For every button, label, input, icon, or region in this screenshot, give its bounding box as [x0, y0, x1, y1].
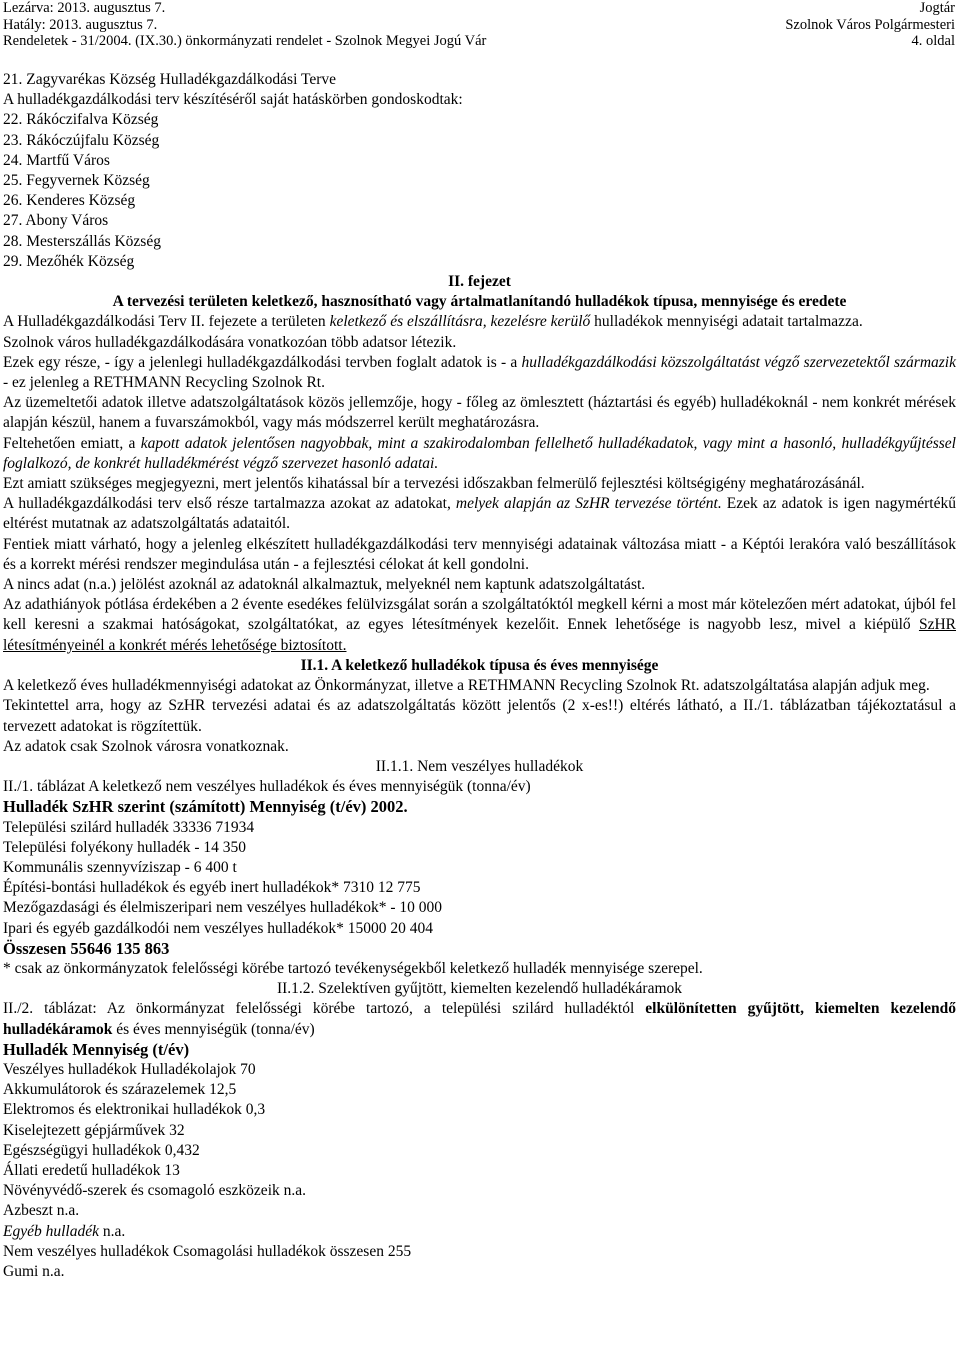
paragraph: A Hulladékgazdálkodási Terv II. fejezete a területen keletkező és elszállításra, kezelésre kerülő hulladékok mennyiségi adatait tartalmazza.: [3, 313, 863, 331]
table-row: Ipari és egyéb gazdálkodói nem veszélyes hulladékok* 15000 20 404: [3, 919, 434, 937]
table-row: Növényvédő-szerek és csomagoló eszközeik n.a.: [3, 1182, 306, 1200]
list-item: 22. Rákóczifalva Község: [3, 111, 159, 129]
table-row: Települési szilárd hulladék 33336 71934: [3, 818, 255, 836]
header-source: Jogtár: [919, 0, 955, 16]
paragraph: Feltehetően emiatt, a kapott adatok jelentősen nagyobbak, mint a szakirodalomban fellelhető hulladékadatok, vagy mint a hasonló, hulladékgyűjtéssel foglalkozó, de konkrét hulladékmérést végző szervezet hasonló adatai.: [3, 434, 956, 472]
table-footnote: * csak az önkormányzatok felelősségi körébe tartozó tevékenységekből keletkező hulladék mennyisége szerepel.: [3, 959, 703, 977]
subsection-heading: II.1.1. Nem veszélyes hulladékok: [375, 757, 584, 775]
table-header: Hulladék SzHR szerint (számított) Mennyiség (t/év) 2002.: [3, 797, 408, 817]
list-item: 29. Mezőhék Község: [3, 252, 135, 270]
paragraph: Ezek egy része, - így a jelenlegi hulladékgazdálkodási tervben foglalt adatok is - a hulladékgazdálkodási közszolgáltatást végző szervezetektől származik - ez jelenleg a RETHMANN Recycling Szolnok Rt.: [3, 353, 956, 392]
table-row: Kiselejtezett gépjárművek 32: [3, 1121, 185, 1139]
table-row: Akkumulátorok és szárazelemek 12,5: [3, 1081, 237, 1099]
table-caption: II./1. táblázat A keletkező nem veszélyes hulladékok és éves mennyiségük (tonna/év): [3, 778, 531, 796]
page-header-right: [785, 0, 955, 50]
table-row: Elektromos és elektronikai hulladékok 0,3: [3, 1101, 266, 1119]
header-effective-date: Hatály: 2013. augusztus 7.: [3, 16, 158, 33]
chapter-subtitle: A tervezési területen keletkező, hasznosítható vagy ártalmatlanítandó hulladékok típusa, mennyisége és eredete: [112, 293, 847, 311]
table-row: Gumi n.a.: [3, 1262, 65, 1280]
list-item: 28. Mesterszállás Község: [3, 232, 161, 250]
paragraph: A nincs adat (n.a.) jelölést azoknál az adatoknál alkalmaztuk, melyeknél nem kaptunk adatszolgáltatást.: [3, 576, 646, 594]
list-item: 27. Abony Város: [3, 212, 109, 230]
paragraph: Az adatok csak Szolnok városra vonatkoznak.: [3, 737, 289, 755]
paragraph: Tekintettel arra, hogy az SzHR tervezési adatai és az adatszolgáltatás között jelentős (2 x-es!!) eltérés látható, a II./1. táblázatban tájékoztatásul a tervezett adatokat is rögzítettük.: [3, 697, 956, 735]
table-row: Mezőgazdasági és élelmiszeripari nem veszélyes hulladékok* - 10 000: [3, 899, 443, 917]
chapter-title: II. fejezet: [448, 273, 511, 291]
table-row: Azbeszt n.a.: [3, 1202, 80, 1220]
table-row: Települési folyékony hulladék - 14 350: [3, 838, 246, 856]
table-row: Állati eredetű hulladékok 13: [3, 1161, 180, 1179]
paragraph: Szolnok város hulladékgazdálkodására vonatkozóan több adatsor létezik.: [3, 333, 457, 351]
paragraph: Fentiek miatt várható, hogy a jelenleg elkészített hulladékgazdálkodási terv mennyiségi adatainak változása miatt - a Képtói lerakóra való beszállítások és a korrekt mérési rendszer megindulása után - a fejlesztési célokat át kell gondolni.: [3, 535, 956, 573]
subsection-heading: II.1.2. Szelektíven gyűjtött, kiemelten kezelendő hulladékáramok: [276, 980, 683, 998]
list-item: 26. Kenderes Község: [3, 192, 136, 210]
table-row: Építési-bontási hulladékok és egyéb inert hulladékok* 7310 12 775: [3, 879, 421, 897]
header-page-number: 4. oldal: [911, 33, 955, 49]
table-caption: II./2. táblázat: Az önkormányzat felelősségi körébe tartozó, a települési szilárd hulladéktól elkülönítetten gyűjtött, kiemelten kezelendő hulladékáramok és éves mennyiségük (tonna/év): [3, 1000, 956, 1038]
table-row: Egészségügyi hulladékok 0,432: [3, 1141, 200, 1159]
list-item: 21. Zagyvarékas Község Hulladékgazdálkodási Terve: [3, 71, 337, 88]
list-item: 24. Martfű Város: [3, 151, 110, 169]
header-closed-date: Lezárva: 2013. augusztus 7.: [3, 0, 166, 16]
list-intro: A hulladékgazdálkodási terv készítéséről saját hatáskörben gondoskodtak:: [3, 91, 463, 109]
paragraph: Az üzemeltetői adatok illetve adatszolgáltatások közös jellemzője, hogy - főleg az ömlesztett (háztartási és egyéb) hulladékoknál - nem konkrét mérések alapján készül, hanem a fuvarszámokból, vagy más módszerrel került meghatározásra.: [3, 394, 956, 432]
list-item: 23. Rákóczújfalu Község: [3, 131, 160, 149]
page-header-left: [3, 0, 486, 50]
header-regulation: Rendeletek - 31/2004. (IX.30.) önkormányzati rendelet - Szolnok Megyei Jogú Vár: [3, 33, 487, 49]
table-row: Nem veszélyes hulladékok Csomagolási hulladékok összesen 255: [3, 1242, 412, 1260]
paragraph: Ezt amiatt szükséges megjegyezni, mert jelentős kihatással bír a tervezési időszakban felmerülő fejlesztési költségigény meghatározásánál.: [3, 475, 865, 493]
table-row: Kommunális szennyvíziszap - 6 400 t: [3, 858, 237, 876]
table-total-row: Összesen 55646 135 863: [3, 938, 170, 958]
section-heading: II.1. A keletkező hulladékok típusa és éves mennyisége: [300, 656, 659, 674]
table-row: Veszélyes hulladékok Hulladékolajok 70: [3, 1060, 256, 1078]
table-row: Egyéb hulladék n.a.: [3, 1222, 126, 1240]
table-header: Hulladék Mennyiség (t/év): [3, 1039, 190, 1059]
paragraph: A keletkező éves hulladékmennyiségi adatokat az Önkormányzat, illetve a RETHMANN Recycling Szolnok Rt. adatszolgáltatása alapján adjuk meg.: [3, 677, 930, 695]
header-issuer: Szolnok Város Polgármesteri: [785, 16, 955, 33]
document-body: [3, 70, 956, 1282]
paragraph: A hulladékgazdálkodási terv első része tartalmazza azokat az adatokat, melyek alapján az SzHR tervezése történt. Ezek az adatok is igen nagymértékű eltérést mutatnak az adatszolgáltatás adataitól.: [3, 495, 956, 533]
paragraph: Az adathiányok pótlása érdekében a 2 évente esedékes felülvizsgálat során a szolgáltatóktól megkell kérni a most már kötelezően mért adatokat, újból fel kell keresni a szakmai hatóságokat, szolgáltatókat, az egyes létesítmények kezelőit. Ennek lehetősége is nagyobb lesz, mivel a kiépülő SzHR létesítményeinél a konkrét mérés lehetősége biztosított.: [3, 596, 956, 654]
list-item: 25. Fegyvernek Község: [3, 172, 150, 190]
